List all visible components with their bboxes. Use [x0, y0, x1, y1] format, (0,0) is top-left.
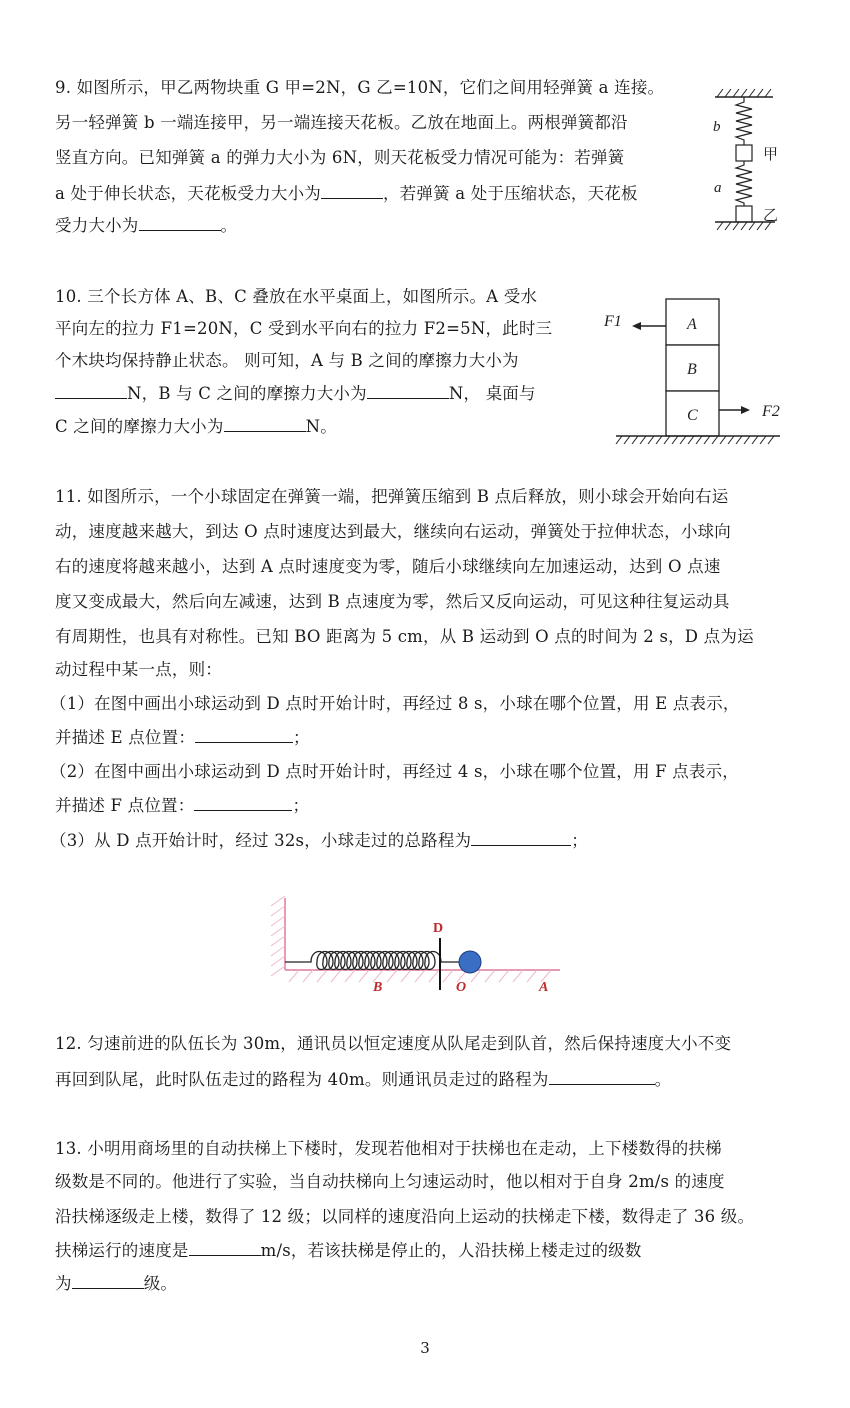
- q11-sub2-line-b: [55, 794, 309, 817]
- q11-sub3-line: [50, 829, 588, 852]
- q9-text: a 处于伸长状态，天花板受力大小为: [55, 184, 321, 203]
- q11-line-5: 有周期性，也具有对称性。已知 BO 距离为 5 cm，从 B 运动到 O 点的时间为 2 s，D 点为运: [55, 627, 754, 646]
- spring-a: [736, 161, 752, 206]
- q12-line-1: 12. 匀速前进的队伍长为 30m，通讯员以恒定速度从队尾走到队首，然后保持速度大小不变: [55, 1034, 732, 1053]
- label-b: B: [687, 361, 697, 378]
- q13-text: 级。: [143, 1274, 178, 1293]
- answer-blank[interactable]: [549, 1068, 655, 1085]
- q10-text: N，B 与 C 之间的摩擦力大小为: [127, 384, 367, 403]
- block-jia: [736, 145, 752, 161]
- answer-blank[interactable]: [55, 382, 127, 399]
- q12-text: 再回到队尾，此时队伍走过的路程为 40m。则通讯员走过的路程为: [55, 1070, 549, 1089]
- q9-line-5: [55, 214, 237, 237]
- answer-blank[interactable]: [139, 214, 221, 231]
- q10-line-1: 10. 三个长方体 A、B、C 叠放在水平桌面上，如图所示。A 受水: [55, 287, 538, 306]
- label-a: A: [539, 980, 549, 995]
- label-jia: 甲: [763, 147, 779, 163]
- q13-line-1: 13. 小明用商场里的自动扶梯上下楼时，发现若他相对于扶梯也在走动，上下楼数得的扶梯: [55, 1139, 722, 1158]
- answer-blank[interactable]: [367, 382, 449, 399]
- q9-line-2: 另一轻弹簧 b 一端连接甲，另一端连接天花板。乙放在地面上。两根弹簧都沿: [55, 113, 628, 132]
- answer-blank[interactable]: [189, 1239, 261, 1256]
- spring-b: [736, 97, 752, 145]
- q9-text: 受力大小为: [55, 216, 139, 235]
- label-c: C: [687, 407, 698, 424]
- q9-line-4: [55, 182, 638, 205]
- q13-text: 扶梯运行的速度是: [55, 1241, 189, 1260]
- answer-blank[interactable]: [471, 829, 571, 846]
- q10-line-4: [55, 382, 536, 405]
- q11-text: ；: [293, 728, 310, 747]
- block-yi: [736, 206, 752, 222]
- q11-text: 并描述 F 点位置：: [55, 796, 195, 815]
- q11-line-6: 动过程中某一点，则：: [55, 660, 222, 679]
- q13-line-3: 沿扶梯逐级走上楼，数得了 12 级；以同样的速度沿向上运动的扶梯走下楼，数得走了 36 级。: [55, 1207, 755, 1226]
- q13-text: 为: [55, 1274, 72, 1293]
- q11-sub2-line-a: （2）在图中画出小球运动到 D 点时开始计时，再经过 4 s，小球在哪个位置，用 F 点表示，: [50, 762, 740, 781]
- answer-blank[interactable]: [321, 182, 383, 199]
- q11-text: 并描述 E 点位置：: [55, 728, 196, 747]
- label-a: A: [687, 316, 697, 333]
- q11-sub1-line-a: （1）在图中画出小球运动到 D 点时开始计时，再经过 8 s，小球在哪个位置，用 E 点表示，: [50, 694, 740, 713]
- q9-text: ，若弹簧 a 处于压缩状态，天花板: [382, 184, 638, 203]
- arrow-f1: [632, 322, 641, 330]
- label-d: D: [433, 921, 444, 936]
- q10-text: C 之间的摩擦力大小为: [55, 417, 224, 436]
- q11-oscillator-figure: [265, 890, 570, 1000]
- q13-line-4: [55, 1239, 642, 1262]
- q10-text: N。: [305, 417, 337, 436]
- label-b: B: [373, 980, 383, 995]
- arrow-f2: [741, 406, 750, 414]
- q10-blocks-figure: [598, 292, 798, 452]
- q11-line-3: 右的速度将越来越小，达到 A 点时速度变为零，随后小球继续向左加速运动，达到 O 点速: [55, 557, 721, 576]
- q10-line-2: 平向左的拉力 F1=20N，C 受到水平向右的拉力 F2=5N，此时三: [55, 319, 553, 338]
- answer-blank[interactable]: [195, 726, 293, 743]
- q9-spring-figure: [705, 85, 795, 245]
- q12-text: 。: [654, 1070, 672, 1089]
- label-spring-a: a: [714, 180, 722, 196]
- q12-line-2: [55, 1068, 671, 1091]
- ball: [459, 951, 481, 973]
- q11-line-2: 动，速度越来越大，到达 O 点时速度达到最大，继续向右运动，弹簧处于拉伸状态，小球向: [55, 522, 731, 541]
- q10-line-3: 个木块均保持静止状态。 则可知，A 与 B 之间的摩擦力大小为: [55, 351, 519, 370]
- spring: [285, 952, 459, 970]
- q9-line-3: 竖直方向。已知弹簧 a 的弹力大小为 6N，则天花板受力情况可能为：若弹簧: [55, 148, 625, 167]
- q11-text: （3）从 D 点开始计时，经过 32s，小球走过的总路程为: [50, 831, 472, 850]
- answer-blank[interactable]: [194, 794, 292, 811]
- q10-text: N， 桌面与: [448, 384, 536, 403]
- label-spring-b: b: [713, 119, 721, 135]
- q10-line-5: [55, 415, 337, 438]
- answer-blank[interactable]: [72, 1272, 144, 1289]
- label-o: O: [456, 980, 467, 995]
- label-f2: F2: [762, 403, 780, 420]
- q11-text: ；: [292, 796, 310, 815]
- q9-text: 。: [220, 216, 238, 235]
- q11-line-4: 度又变成最大，然后向左减速，达到 B 点速度为零，然后又反向运动，可见这种往复运动具: [55, 592, 730, 611]
- page-number: 3: [420, 1339, 430, 1357]
- q9-line-1: 9. 如图所示，甲乙两物块重 G 甲=2N，G 乙=10N，它们之间用轻弹簧 a 连接。: [55, 78, 665, 97]
- q13-line-5: [55, 1272, 177, 1295]
- q11-text: ；: [571, 831, 588, 850]
- answer-blank[interactable]: [224, 415, 306, 432]
- label-yi: 乙: [763, 208, 779, 224]
- q11-line-1: 11. 如图所示，一个小球固定在弹簧一端，把弹簧压缩到 B 点后释放，则小球会开始向右运: [55, 487, 729, 506]
- q11-sub1-line-b: [55, 726, 310, 749]
- label-f1: F1: [604, 313, 622, 330]
- q13-text: m/s，若该扶梯是停止的，人沿扶梯上楼走过的级数: [260, 1241, 642, 1260]
- q13-line-2: 级数是不同的。他进行了实验，当自动扶梯向上匀速运动时，他以相对于自身 2m/s 的速度: [55, 1172, 725, 1191]
